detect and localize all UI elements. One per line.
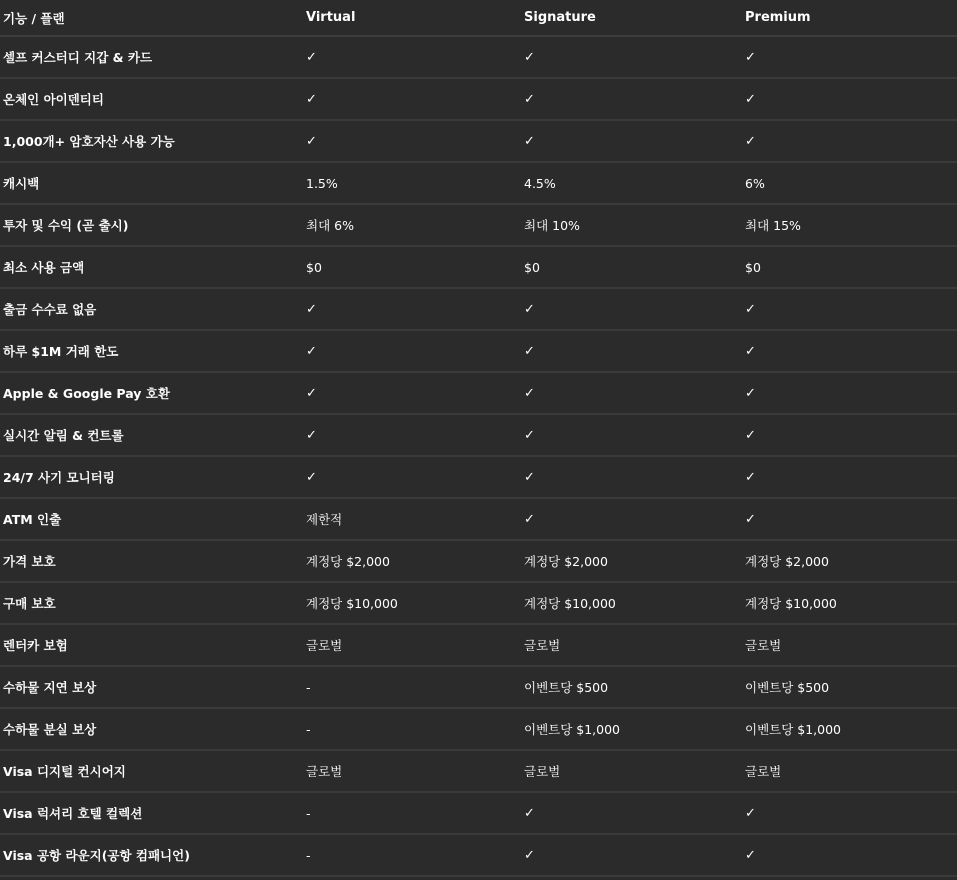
virtual-value: 제한적 [306, 512, 343, 527]
feature-label: 24/7 사기 모니터링 [3, 470, 115, 485]
premium-check-icon: ✓ [745, 511, 756, 527]
signature-value: 계정당 $2,000 [524, 554, 608, 569]
virtual-check-icon: ✓ [306, 343, 317, 359]
feature-label: 온체인 아이덴티티 [3, 92, 104, 107]
table-row [0, 205, 957, 247]
premium-value: $0 [745, 259, 761, 275]
header-feature-label: 기능 / 플랜 [3, 10, 65, 26]
premium-value: 6% [745, 175, 765, 191]
feature-label: 캐시백 [3, 176, 40, 191]
header-plan-premium: Premium [745, 10, 811, 25]
virtual-check-icon: ✓ [306, 49, 317, 65]
signature-check-icon: ✓ [524, 469, 535, 485]
signature-value: 계정당 $10,000 [524, 596, 616, 611]
table-row [0, 709, 957, 751]
virtual-check-icon: ✓ [306, 385, 317, 401]
virtual-check-icon: ✓ [306, 91, 317, 107]
table-row [0, 79, 957, 121]
premium-value: 글로벌 [745, 638, 782, 653]
virtual-value: 글로벌 [306, 638, 343, 653]
feature-label: Visa 럭셔리 호텔 컬렉션 [3, 806, 143, 821]
feature-label: ATM 인출 [3, 512, 62, 527]
table-row [0, 541, 957, 583]
signature-value: 최대 10% [524, 218, 580, 233]
virtual-value: 계정당 $10,000 [306, 596, 398, 611]
table-row [0, 835, 957, 877]
feature-label: Visa 공항 라운지(공항 컴패니언) [3, 848, 190, 863]
feature-label: Apple & Google Pay 호환 [3, 386, 170, 401]
virtual-value: 최대 6% [306, 218, 354, 233]
premium-check-icon: ✓ [745, 91, 756, 107]
virtual-check-icon: ✓ [306, 301, 317, 317]
virtual-check-icon: ✓ [306, 469, 317, 485]
table-row [0, 457, 957, 499]
signature-value: $0 [524, 259, 540, 275]
feature-label: 구매 보호 [3, 596, 56, 611]
table-row [0, 289, 957, 331]
feature-label: 가격 보호 [3, 554, 56, 569]
signature-check-icon: ✓ [524, 91, 535, 107]
signature-check-icon: ✓ [524, 847, 535, 863]
virtual-check-icon: ✓ [306, 427, 317, 443]
table-row [0, 163, 957, 205]
table-row [0, 247, 957, 289]
feature-label: 실시간 알림 & 컨트롤 [3, 428, 124, 443]
header-plan-signature: Signature [524, 10, 596, 25]
virtual-value: $0 [306, 259, 322, 275]
premium-value: 이벤트당 $1,000 [745, 722, 842, 737]
feature-label: 투자 및 수익 (곧 출시) [3, 218, 129, 233]
premium-value: 계정당 $2,000 [745, 554, 829, 569]
feature-label: 셀프 커스터디 지갑 & 카드 [3, 50, 153, 65]
premium-value: 최대 15% [745, 218, 801, 233]
table-row [0, 415, 957, 457]
premium-check-icon: ✓ [745, 805, 756, 821]
virtual-value: - [306, 805, 311, 821]
table-row [0, 667, 957, 709]
table-row [0, 625, 957, 667]
premium-value: 계정당 $10,000 [745, 596, 837, 611]
premium-check-icon: ✓ [745, 133, 756, 149]
premium-check-icon: ✓ [745, 385, 756, 401]
virtual-value: 1.5% [306, 175, 338, 191]
table-row [0, 121, 957, 163]
signature-value: 글로벌 [524, 638, 561, 653]
signature-value: 이벤트당 $1,000 [524, 722, 621, 737]
feature-label: 렌터카 보험 [3, 638, 68, 653]
premium-check-icon: ✓ [745, 49, 756, 65]
signature-check-icon: ✓ [524, 133, 535, 149]
signature-check-icon: ✓ [524, 427, 535, 443]
premium-check-icon: ✓ [745, 427, 756, 443]
table-body [0, 37, 957, 877]
table-row [0, 751, 957, 793]
signature-check-icon: ✓ [524, 301, 535, 317]
signature-check-icon: ✓ [524, 343, 535, 359]
premium-check-icon: ✓ [745, 343, 756, 359]
signature-value: 이벤트당 $500 [524, 680, 609, 695]
table-row [0, 331, 957, 373]
premium-check-icon: ✓ [745, 469, 756, 485]
virtual-value: 글로벌 [306, 764, 343, 779]
signature-check-icon: ✓ [524, 385, 535, 401]
virtual-check-icon: ✓ [306, 133, 317, 149]
feature-label: 최소 사용 금액 [3, 260, 85, 275]
feature-label: 수하물 분실 보상 [3, 722, 97, 737]
signature-check-icon: ✓ [524, 805, 535, 821]
feature-label: 출금 수수료 없음 [3, 302, 97, 317]
virtual-value: - [306, 847, 311, 863]
premium-value: 글로벌 [745, 764, 782, 779]
feature-label: 1,000개+ 암호자산 사용 가능 [3, 134, 175, 149]
premium-value: 이벤트당 $500 [745, 680, 830, 695]
feature-label: 하루 $1M 거래 한도 [3, 344, 119, 359]
premium-check-icon: ✓ [745, 847, 756, 863]
table-header-row [0, 0, 957, 37]
table-row [0, 499, 957, 541]
feature-label: Visa 디지털 컨시어지 [3, 764, 126, 779]
virtual-value: 계정당 $2,000 [306, 554, 390, 569]
virtual-value: - [306, 679, 311, 695]
table-row [0, 373, 957, 415]
header-plan-virtual: Virtual [306, 10, 356, 25]
table-row [0, 583, 957, 625]
signature-check-icon: ✓ [524, 49, 535, 65]
signature-value: 글로벌 [524, 764, 561, 779]
premium-check-icon: ✓ [745, 301, 756, 317]
signature-value: 4.5% [524, 175, 556, 191]
table-row [0, 793, 957, 835]
signature-check-icon: ✓ [524, 511, 535, 527]
table-row [0, 37, 957, 79]
virtual-value: - [306, 721, 311, 737]
feature-label: 수하물 지연 보상 [3, 680, 97, 695]
